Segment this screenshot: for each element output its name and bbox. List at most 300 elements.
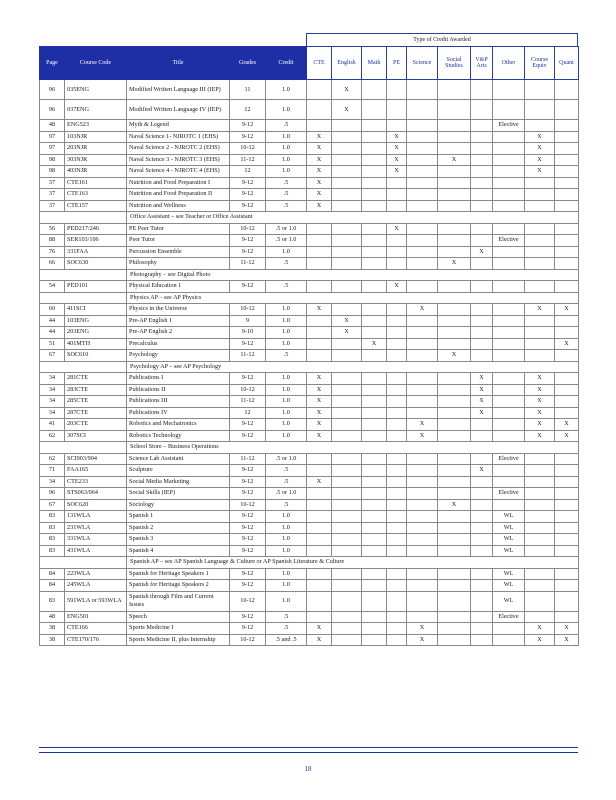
credit-type-mark bbox=[525, 246, 555, 258]
credit-type-mark bbox=[438, 223, 471, 235]
course-title: Pre-AP English 2 bbox=[127, 327, 230, 339]
course-grades: 10-12 bbox=[230, 634, 266, 646]
credit-type-mark bbox=[407, 476, 438, 488]
credit-type-mark bbox=[525, 120, 555, 132]
course-title: Spanish 1 bbox=[127, 511, 230, 523]
credit-type-mark bbox=[555, 258, 579, 270]
course-row bbox=[40, 80, 579, 100]
credit-type-mark bbox=[555, 396, 579, 408]
credit-type-mark bbox=[332, 189, 362, 201]
course-title: Modified Written Language III (IEP) bbox=[127, 80, 230, 100]
credit-type-mark: X bbox=[307, 154, 332, 166]
credit-type-mark bbox=[387, 545, 407, 557]
credit-type-mark bbox=[332, 120, 362, 132]
credit-type-mark bbox=[407, 177, 438, 189]
credit-type-mark bbox=[471, 258, 493, 270]
course-page: 44 bbox=[40, 315, 65, 327]
credit-type-mark bbox=[525, 100, 555, 120]
credit-type-mark bbox=[307, 453, 332, 465]
credit-type-mark bbox=[555, 611, 579, 623]
course-credit: .5 bbox=[266, 476, 307, 488]
course-row bbox=[40, 100, 579, 120]
credit-type-mark bbox=[493, 304, 525, 316]
credit-type-group-label: Type of Credit Awarded bbox=[307, 34, 578, 48]
course-credit: .5 bbox=[266, 465, 307, 477]
credit-type-mark bbox=[493, 396, 525, 408]
course-row bbox=[40, 189, 579, 201]
credit-type-mark bbox=[407, 131, 438, 143]
credit-type-mark: Elective bbox=[493, 611, 525, 623]
credit-type-mark: X bbox=[438, 350, 471, 362]
course-grades: 9-12 bbox=[230, 373, 266, 385]
credit-type-mark bbox=[387, 396, 407, 408]
course-row bbox=[40, 430, 579, 442]
credit-type-mark bbox=[555, 465, 579, 477]
course-title: Physical Education 1 bbox=[127, 281, 230, 293]
credit-type-mark bbox=[362, 350, 387, 362]
credit-type-mark bbox=[362, 80, 387, 100]
credit-type-mark: X bbox=[387, 223, 407, 235]
credit-type-mark bbox=[555, 580, 579, 592]
course-credit: .5 bbox=[266, 177, 307, 189]
credit-type-mark bbox=[438, 315, 471, 327]
course-code: 203ENG bbox=[65, 327, 127, 339]
credit-type-mark bbox=[387, 304, 407, 316]
course-title: Naval Science 4 - NJROTC 4 (EHS) bbox=[127, 166, 230, 178]
course-page: 83 bbox=[40, 545, 65, 557]
credit-type-mark bbox=[525, 511, 555, 523]
credit-type-mark: X bbox=[525, 407, 555, 419]
course-title: Sculpture bbox=[127, 465, 230, 477]
course-page: 97 bbox=[40, 131, 65, 143]
credit-type-mark bbox=[407, 453, 438, 465]
course-row bbox=[40, 465, 579, 477]
credit-type-mark bbox=[525, 453, 555, 465]
credit-type-mark bbox=[387, 189, 407, 201]
course-title: Speech bbox=[127, 611, 230, 623]
credit-type-mark bbox=[471, 235, 493, 247]
credit-type-mark bbox=[438, 591, 471, 611]
header-vp-arts: V&P Arts bbox=[471, 47, 493, 80]
credit-type-mark bbox=[555, 189, 579, 201]
credit-type-mark bbox=[438, 338, 471, 350]
course-page: 83 bbox=[40, 534, 65, 546]
credit-type-mark bbox=[332, 419, 362, 431]
course-page: 48 bbox=[40, 611, 65, 623]
course-grades: 10-12 bbox=[230, 384, 266, 396]
course-row bbox=[40, 419, 579, 431]
credit-type-mark bbox=[362, 396, 387, 408]
credit-type-mark bbox=[362, 315, 387, 327]
credit-type-mark bbox=[438, 407, 471, 419]
credit-type-mark bbox=[387, 120, 407, 132]
credit-type-mark: X bbox=[555, 419, 579, 431]
credit-type-mark bbox=[471, 154, 493, 166]
course-page: 34 bbox=[40, 407, 65, 419]
course-grades: 9-12 bbox=[230, 568, 266, 580]
course-credit: 1.0 bbox=[266, 304, 307, 316]
course-code: STS063/064 bbox=[65, 488, 127, 500]
credit-type-mark bbox=[438, 396, 471, 408]
credit-type-mark: X bbox=[307, 189, 332, 201]
course-row bbox=[40, 591, 579, 611]
course-credit: .5 bbox=[266, 281, 307, 293]
credit-type-mark: X bbox=[332, 100, 362, 120]
course-credit: 1.0 bbox=[266, 100, 307, 120]
credit-type-mark bbox=[332, 534, 362, 546]
credit-type-mark bbox=[332, 623, 362, 635]
course-grades: 11-12 bbox=[230, 154, 266, 166]
course-credit: .5 bbox=[266, 258, 307, 270]
credit-type-mark bbox=[471, 281, 493, 293]
credit-type-mark bbox=[407, 591, 438, 611]
credit-type-mark bbox=[525, 611, 555, 623]
cross-reference-note: Spanish AP – see AP Spanish Language & Culture or AP Spanish Literature & Culture bbox=[127, 557, 579, 569]
credit-type-mark bbox=[555, 120, 579, 132]
credit-type-mark bbox=[332, 338, 362, 350]
credit-type-mark bbox=[471, 591, 493, 611]
course-row bbox=[40, 511, 579, 523]
credit-type-mark bbox=[362, 419, 387, 431]
course-page: 67 bbox=[40, 499, 65, 511]
course-page: 38 bbox=[40, 634, 65, 646]
credit-type-mark bbox=[407, 488, 438, 500]
credit-type-mark: X bbox=[407, 419, 438, 431]
course-code: 281CTE bbox=[65, 373, 127, 385]
credit-type-mark bbox=[525, 465, 555, 477]
header-science: Science bbox=[407, 47, 438, 80]
course-credit: 1.0 bbox=[266, 591, 307, 611]
credit-type-mark: X bbox=[332, 327, 362, 339]
credit-type-mark: X bbox=[307, 384, 332, 396]
course-row bbox=[40, 327, 579, 339]
credit-type-mark bbox=[438, 304, 471, 316]
credit-type-mark bbox=[332, 177, 362, 189]
credit-type-mark: X bbox=[307, 131, 332, 143]
credit-type-mark bbox=[332, 430, 362, 442]
course-page: 34 bbox=[40, 396, 65, 408]
course-code: 303NJR bbox=[65, 154, 127, 166]
credit-type-mark bbox=[438, 384, 471, 396]
credit-type-mark bbox=[525, 223, 555, 235]
cross-reference-row bbox=[40, 361, 579, 373]
course-page: 38 bbox=[40, 623, 65, 635]
credit-type-mark: X bbox=[471, 407, 493, 419]
credit-type-mark: X bbox=[525, 430, 555, 442]
credit-type-mark bbox=[332, 568, 362, 580]
credit-type-mark bbox=[407, 499, 438, 511]
header-quant: Quant bbox=[555, 47, 579, 80]
credit-type-mark bbox=[362, 304, 387, 316]
course-grades: 9-12 bbox=[230, 511, 266, 523]
credit-type-mark bbox=[387, 534, 407, 546]
course-code: ENG523 bbox=[65, 120, 127, 132]
course-code: ENG501 bbox=[65, 611, 127, 623]
credit-type-mark bbox=[471, 80, 493, 100]
empty-cell bbox=[40, 361, 127, 373]
credit-type-mark bbox=[362, 166, 387, 178]
course-code: 203NJR bbox=[65, 143, 127, 155]
credit-type-mark bbox=[387, 611, 407, 623]
credit-type-mark bbox=[387, 591, 407, 611]
course-credit: 1.0 bbox=[266, 143, 307, 155]
course-code: SOC610 bbox=[65, 350, 127, 362]
credit-type-mark: WL bbox=[493, 522, 525, 534]
credit-type-mark: Elective bbox=[493, 120, 525, 132]
credit-type-mark bbox=[387, 419, 407, 431]
course-grades: 9-12 bbox=[230, 534, 266, 546]
course-row bbox=[40, 166, 579, 178]
empty-cell bbox=[40, 292, 127, 304]
credit-type-mark: X bbox=[555, 304, 579, 316]
credit-type-mark bbox=[362, 623, 387, 635]
credit-type-mark bbox=[387, 623, 407, 635]
course-row bbox=[40, 499, 579, 511]
credit-type-mark bbox=[362, 476, 387, 488]
course-credit: .5 bbox=[266, 611, 307, 623]
credit-type-mark bbox=[438, 453, 471, 465]
credit-type-mark bbox=[438, 522, 471, 534]
cross-reference-note: School Store – Business Operations bbox=[127, 442, 579, 454]
course-row bbox=[40, 246, 579, 258]
footer-rule bbox=[39, 752, 578, 753]
credit-type-mark bbox=[387, 499, 407, 511]
course-title: Nutrition and Food Preparation II bbox=[127, 189, 230, 201]
course-row bbox=[40, 522, 579, 534]
course-grades: 10-12 bbox=[230, 304, 266, 316]
credit-type-mark bbox=[525, 177, 555, 189]
credit-type-mark bbox=[525, 200, 555, 212]
credit-type-mark bbox=[438, 131, 471, 143]
credit-type-mark bbox=[471, 166, 493, 178]
course-row bbox=[40, 384, 579, 396]
credit-type-mark: X bbox=[471, 384, 493, 396]
course-grades: 12 bbox=[230, 100, 266, 120]
credit-type-mark bbox=[493, 223, 525, 235]
credit-type-mark bbox=[407, 246, 438, 258]
course-row bbox=[40, 453, 579, 465]
course-code: 307SCI bbox=[65, 430, 127, 442]
course-grades: 10-12 bbox=[230, 499, 266, 511]
course-title: Social Media Marketing bbox=[127, 476, 230, 488]
course-credit: 1.0 bbox=[266, 131, 307, 143]
credit-type-mark: X bbox=[555, 430, 579, 442]
credit-type-mark bbox=[332, 407, 362, 419]
credit-type-mark bbox=[332, 396, 362, 408]
course-code: CTE166 bbox=[65, 623, 127, 635]
course-row bbox=[40, 545, 579, 557]
credit-type-mark bbox=[307, 327, 332, 339]
credit-type-mark bbox=[332, 258, 362, 270]
course-title: Sports Medicine II, plus Internship bbox=[127, 634, 230, 646]
credit-type-mark bbox=[555, 384, 579, 396]
course-grades: 9-12 bbox=[230, 545, 266, 557]
course-title: Naval Science 1- NJROTC 1 (EHS) bbox=[127, 131, 230, 143]
course-title: Spanish for Heritage Speakers 1 bbox=[127, 568, 230, 580]
course-code: 283CTE bbox=[65, 384, 127, 396]
course-grades: 9-12 bbox=[230, 522, 266, 534]
credit-type-mark: WL bbox=[493, 580, 525, 592]
course-row bbox=[40, 407, 579, 419]
credit-type-mark bbox=[493, 476, 525, 488]
course-page: 51 bbox=[40, 338, 65, 350]
credit-type-mark: X bbox=[555, 623, 579, 635]
course-row bbox=[40, 373, 579, 385]
credit-type-mark bbox=[471, 522, 493, 534]
credit-type-mark bbox=[407, 511, 438, 523]
course-table bbox=[39, 46, 579, 646]
course-row bbox=[40, 120, 579, 132]
credit-type-mark bbox=[493, 623, 525, 635]
course-credit: 1.0 bbox=[266, 511, 307, 523]
credit-type-mark bbox=[307, 120, 332, 132]
course-code: CTE157 bbox=[65, 200, 127, 212]
course-title: Naval Science 2 - NJROTC 2 (EHS) bbox=[127, 143, 230, 155]
credit-type-mark bbox=[387, 384, 407, 396]
course-credit: 1.0 bbox=[266, 430, 307, 442]
credit-type-mark bbox=[471, 534, 493, 546]
course-grades: 9 bbox=[230, 315, 266, 327]
credit-type-mark bbox=[471, 499, 493, 511]
course-page: 98 bbox=[40, 166, 65, 178]
credit-type-mark bbox=[407, 522, 438, 534]
credit-type-mark: Elective bbox=[493, 235, 525, 247]
credit-type-group-header bbox=[306, 33, 578, 47]
course-page: 84 bbox=[40, 580, 65, 592]
course-grades: 9-12 bbox=[230, 235, 266, 247]
credit-type-mark bbox=[525, 315, 555, 327]
credit-type-mark bbox=[307, 465, 332, 477]
course-row bbox=[40, 200, 579, 212]
course-credit: .5 or 1.0 bbox=[266, 223, 307, 235]
credit-type-mark bbox=[387, 634, 407, 646]
credit-type-mark bbox=[332, 465, 362, 477]
credit-type-mark: X bbox=[307, 304, 332, 316]
course-row bbox=[40, 350, 579, 362]
credit-type-mark bbox=[332, 246, 362, 258]
course-row bbox=[40, 338, 579, 350]
header-cte: CTE bbox=[307, 47, 332, 80]
credit-type-mark bbox=[362, 189, 387, 201]
course-grades: 10-12 bbox=[230, 143, 266, 155]
credit-type-mark: WL bbox=[493, 568, 525, 580]
credit-type-mark: X bbox=[307, 407, 332, 419]
course-title: Sports Medicine I bbox=[127, 623, 230, 635]
course-title: Spanish through Film and Current Issues bbox=[127, 591, 230, 611]
credit-type-mark bbox=[471, 315, 493, 327]
course-row bbox=[40, 580, 579, 592]
credit-type-mark bbox=[387, 373, 407, 385]
credit-type-mark bbox=[555, 327, 579, 339]
credit-type-mark bbox=[362, 465, 387, 477]
credit-type-mark bbox=[438, 476, 471, 488]
course-title: Naval Science 3 - NJROTC 3 (EHS) bbox=[127, 154, 230, 166]
course-credit: 1.0 bbox=[266, 315, 307, 327]
credit-type-mark bbox=[362, 407, 387, 419]
credit-type-mark bbox=[525, 327, 555, 339]
credit-type-mark bbox=[332, 143, 362, 155]
credit-type-mark: WL bbox=[493, 511, 525, 523]
credit-type-mark: X bbox=[407, 623, 438, 635]
course-row bbox=[40, 235, 579, 247]
course-credit: 1.0 bbox=[266, 338, 307, 350]
credit-type-mark bbox=[493, 189, 525, 201]
course-grades: 9-12 bbox=[230, 200, 266, 212]
course-code: 591WLA or 593WLA bbox=[65, 591, 127, 611]
credit-type-mark: X bbox=[307, 430, 332, 442]
credit-type-mark bbox=[362, 120, 387, 132]
credit-type-mark bbox=[555, 476, 579, 488]
course-grades: 11-12 bbox=[230, 396, 266, 408]
credit-type-mark: X bbox=[525, 143, 555, 155]
credit-type-mark bbox=[471, 634, 493, 646]
credit-type-mark: X bbox=[525, 131, 555, 143]
course-credit: .5 bbox=[266, 499, 307, 511]
credit-type-mark bbox=[438, 120, 471, 132]
credit-type-mark: X bbox=[307, 476, 332, 488]
credit-type-mark bbox=[555, 453, 579, 465]
page-number: 18 bbox=[304, 765, 312, 773]
course-credit: 1.0 bbox=[266, 534, 307, 546]
course-row bbox=[40, 154, 579, 166]
credit-type-mark bbox=[438, 611, 471, 623]
credit-type-mark bbox=[407, 611, 438, 623]
credit-type-mark bbox=[555, 177, 579, 189]
credit-type-mark: X bbox=[307, 419, 332, 431]
course-page: 54 bbox=[40, 281, 65, 293]
credit-type-mark bbox=[471, 623, 493, 635]
course-grades: 11-12 bbox=[230, 350, 266, 362]
course-row bbox=[40, 534, 579, 546]
empty-cell bbox=[40, 212, 127, 224]
credit-type-mark bbox=[407, 235, 438, 247]
credit-type-mark bbox=[362, 511, 387, 523]
credit-type-mark bbox=[307, 545, 332, 557]
credit-type-mark bbox=[362, 488, 387, 500]
credit-type-mark bbox=[555, 281, 579, 293]
course-credit: .5 bbox=[266, 350, 307, 362]
course-title: Nutrition and Wellness bbox=[127, 200, 230, 212]
course-credit: 1.0 bbox=[266, 373, 307, 385]
course-page: 34 bbox=[40, 373, 65, 385]
credit-type-mark bbox=[407, 200, 438, 212]
course-code: 103ENG bbox=[65, 315, 127, 327]
credit-type-mark bbox=[332, 580, 362, 592]
credit-type-mark bbox=[493, 246, 525, 258]
course-page: 96 bbox=[40, 488, 65, 500]
cross-reference-note: Photography – see Digital Photo bbox=[127, 269, 579, 281]
course-credit: 1.0 bbox=[266, 407, 307, 419]
credit-type-mark bbox=[471, 189, 493, 201]
course-row bbox=[40, 623, 579, 635]
cross-reference-row bbox=[40, 557, 579, 569]
course-page: 37 bbox=[40, 177, 65, 189]
credit-type-mark: WL bbox=[493, 591, 525, 611]
course-grades: 10-12 bbox=[230, 591, 266, 611]
credit-type-mark: X bbox=[525, 304, 555, 316]
course-title: Pre-AP English 1 bbox=[127, 315, 230, 327]
credit-type-mark bbox=[387, 327, 407, 339]
course-code: 103NJR bbox=[65, 131, 127, 143]
credit-type-mark bbox=[555, 223, 579, 235]
credit-type-mark bbox=[332, 634, 362, 646]
course-grades: 9-12 bbox=[230, 476, 266, 488]
credit-type-mark: WL bbox=[493, 534, 525, 546]
credit-type-mark bbox=[555, 350, 579, 362]
course-row bbox=[40, 258, 579, 270]
credit-type-mark: X bbox=[407, 430, 438, 442]
course-code: SCI903/904 bbox=[65, 453, 127, 465]
